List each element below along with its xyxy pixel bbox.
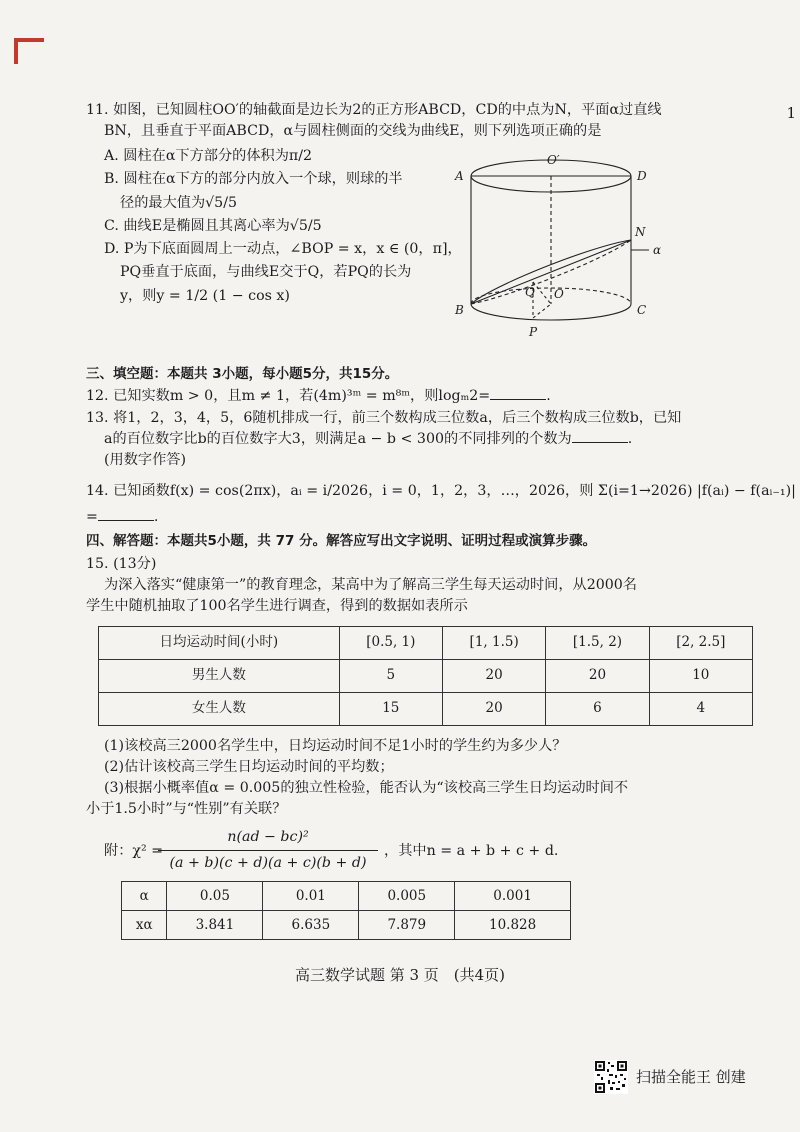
table-cell: 0.01 [263, 881, 359, 910]
q12-text: 12. 已知实数m > 0，且m ≠ 1，若(4m)³ᵐ = m⁸ᵐ，则logₘ2= [86, 388, 491, 405]
fig-label-b: B [455, 303, 464, 317]
scanner-watermark: 扫描全能王 创建 [636, 1068, 746, 1086]
q11-option-a: A. 圆柱在α下方部分的体积为π/2 [104, 148, 313, 164]
question-11 [86, 100, 776, 362]
fig-label-p: P [529, 325, 538, 339]
table-cell: 10 [649, 659, 752, 692]
corner-mark [14, 38, 44, 64]
fig-label-d: D [637, 169, 647, 183]
section-3-heading: 三、填空题：本题共 3小题，每小题5分，共15分。 [86, 366, 399, 382]
question-14 [86, 477, 796, 529]
fig-label-o1: O′ [547, 153, 560, 167]
table-header-row [99, 626, 753, 659]
table-cell: 男生人数 [99, 659, 340, 692]
table-cell: 20 [442, 659, 545, 692]
q11-option-c: C. 曲线E是椭圆且其离心率为√5/5 [104, 217, 322, 234]
q15-intro-1: 为深入落实“健康第一”的教育理念，某高中为了解高三学生每天运动时间，从2000名 [104, 576, 637, 593]
formula-fraction [158, 827, 378, 875]
table-header-cell: [1, 1.5) [442, 626, 545, 659]
fig-label-c: C [637, 303, 647, 317]
table-row [99, 659, 753, 692]
fig-label-a: A [455, 169, 464, 183]
critical-value-table [121, 881, 571, 940]
formula-numerator: n(ad − bc)² [158, 827, 378, 851]
table-cell: 0.005 [359, 881, 455, 910]
q11-options [86, 146, 462, 309]
section-4-heading: 四、解答题：本题共5小题，共 77 分。解答应写出文字说明、证明过程或演算步骤。 [86, 533, 597, 550]
fig-label-o: O [554, 287, 564, 301]
q14-text: 14. 已知函数f(x) = cos(2πx)，aᵢ = i/2026，i = 0，1，2，3，…，2026，则 Σ(i=1→2026) |f(aᵢ) − f(aᵢ₋₁)| [86, 483, 796, 500]
q11-option-d: D. P为下底面圆周上一动点，∠BOP = x，x ∈ (0，π]， [104, 241, 462, 258]
qr-code-icon [594, 1060, 628, 1094]
cylinder-figure [451, 146, 666, 351]
table-row [122, 910, 571, 939]
formula-denominator: (a + b)(c + d)(a + c)(b + d) [169, 855, 367, 872]
table-header-cell: [0.5, 1) [339, 626, 442, 659]
q14-blank [98, 508, 154, 521]
q13-line-1: 13. 将1，2，3，4，5，6随机排成一行，前三个数构成三位数a，后三个数构成三位数b，已知 [86, 409, 682, 426]
exercise-time-table [98, 626, 753, 726]
table-header-cell: [2, 2.5] [649, 626, 752, 659]
q13-line-3: (用数字作答) [104, 452, 187, 469]
table-cell: 15 [339, 692, 442, 725]
table-header-cell: [1.5, 2) [546, 626, 649, 659]
table-cell: 6.635 [263, 910, 359, 939]
table-cell: 女生人数 [99, 692, 340, 725]
table-cell: α [122, 881, 167, 910]
q11-stem-1: 11. 如图，已知圆柱OO′的轴截面是边长为2的正方形ABCD，CD的中点为N，平面α过直线 [86, 102, 662, 118]
q15-part-3: (3)根据小概率值α = 0.005的独立性检验，能否认为“该校高三学生日均运动时间不 [104, 780, 629, 797]
table-cell: 7.879 [359, 910, 455, 939]
formula-tail: ，其中n = a + b + c + d. [384, 842, 559, 859]
edge-mark: 1 [786, 104, 796, 122]
table-cell: 5 [339, 659, 442, 692]
chi-square-formula [86, 827, 776, 877]
q11-option-d-cont1: PQ垂直于底面，与曲线E交于Q，若PQ的长为 [120, 264, 412, 281]
question-12: 12. 已知实数m > 0，且m ≠ 1，若(4m)³ᵐ = m⁸ᵐ，则logₘ2= . [86, 388, 551, 405]
table-cell: 10.828 [455, 910, 571, 939]
table-cell: 0.05 [167, 881, 263, 910]
fig-label-q: Q [525, 285, 535, 299]
fig-label-n: N [635, 225, 646, 239]
table-header-cell: 日均运动时间(小时) [99, 626, 340, 659]
q13-blank [572, 430, 628, 443]
q15-title: 15. (13分) [86, 555, 157, 572]
table-cell: 0.001 [455, 881, 571, 910]
q13-line-2: a的百位数字比b的百位数字大3，则满足a − b < 300的不同排列的个数为 . [104, 430, 633, 447]
q11-option-b: B. 圆柱在α下方的部分内放入一个球，则球的半 [104, 171, 403, 188]
table-cell: xα [122, 910, 167, 939]
q14-answer: = . [86, 509, 159, 526]
fig-label-alpha: α [653, 243, 662, 257]
table-cell: 6 [546, 692, 649, 725]
table-row [122, 881, 571, 910]
table-cell: 20 [442, 692, 545, 725]
table-row [99, 692, 753, 725]
q15-part-1: (1)该校高三2000名学生中，日均运动时间不足1小时的学生约为多少人？ [104, 737, 567, 754]
formula-label: 附：χ² = [104, 842, 164, 859]
q11-stem-2: BN，且垂直于平面ABCD，α与圆柱侧面的交线为曲线E，则下列选项正确的是 [104, 123, 602, 140]
page-footer: 高三数学试题 第 3 页 (共4页) [294, 966, 506, 984]
q15-intro-2: 学生中随机抽取了100名学生进行调查，得到的数据如表所示 [86, 598, 468, 615]
table-cell: 3.841 [167, 910, 263, 939]
table-cell: 20 [546, 659, 649, 692]
exam-content [86, 100, 796, 940]
q15-part-3-cont: 小于1.5小时”与“性别”有关联？ [86, 801, 287, 818]
q12-blank [490, 387, 546, 400]
q13-line-2-text: a的百位数字比b的百位数字大3，则满足a − b < 300的不同排列的个数为 [104, 430, 572, 447]
table-cell: 4 [649, 692, 752, 725]
q11-option-d-cont2: y，则y = 1/2 (1 − cos x) [120, 287, 290, 304]
q14-eq: = [86, 509, 98, 526]
q11-option-b-cont: 径的最大值为√5/5 [120, 194, 237, 211]
q15-part-2: (2)估计该校高三学生日均运动时间的平均数； [104, 758, 394, 775]
